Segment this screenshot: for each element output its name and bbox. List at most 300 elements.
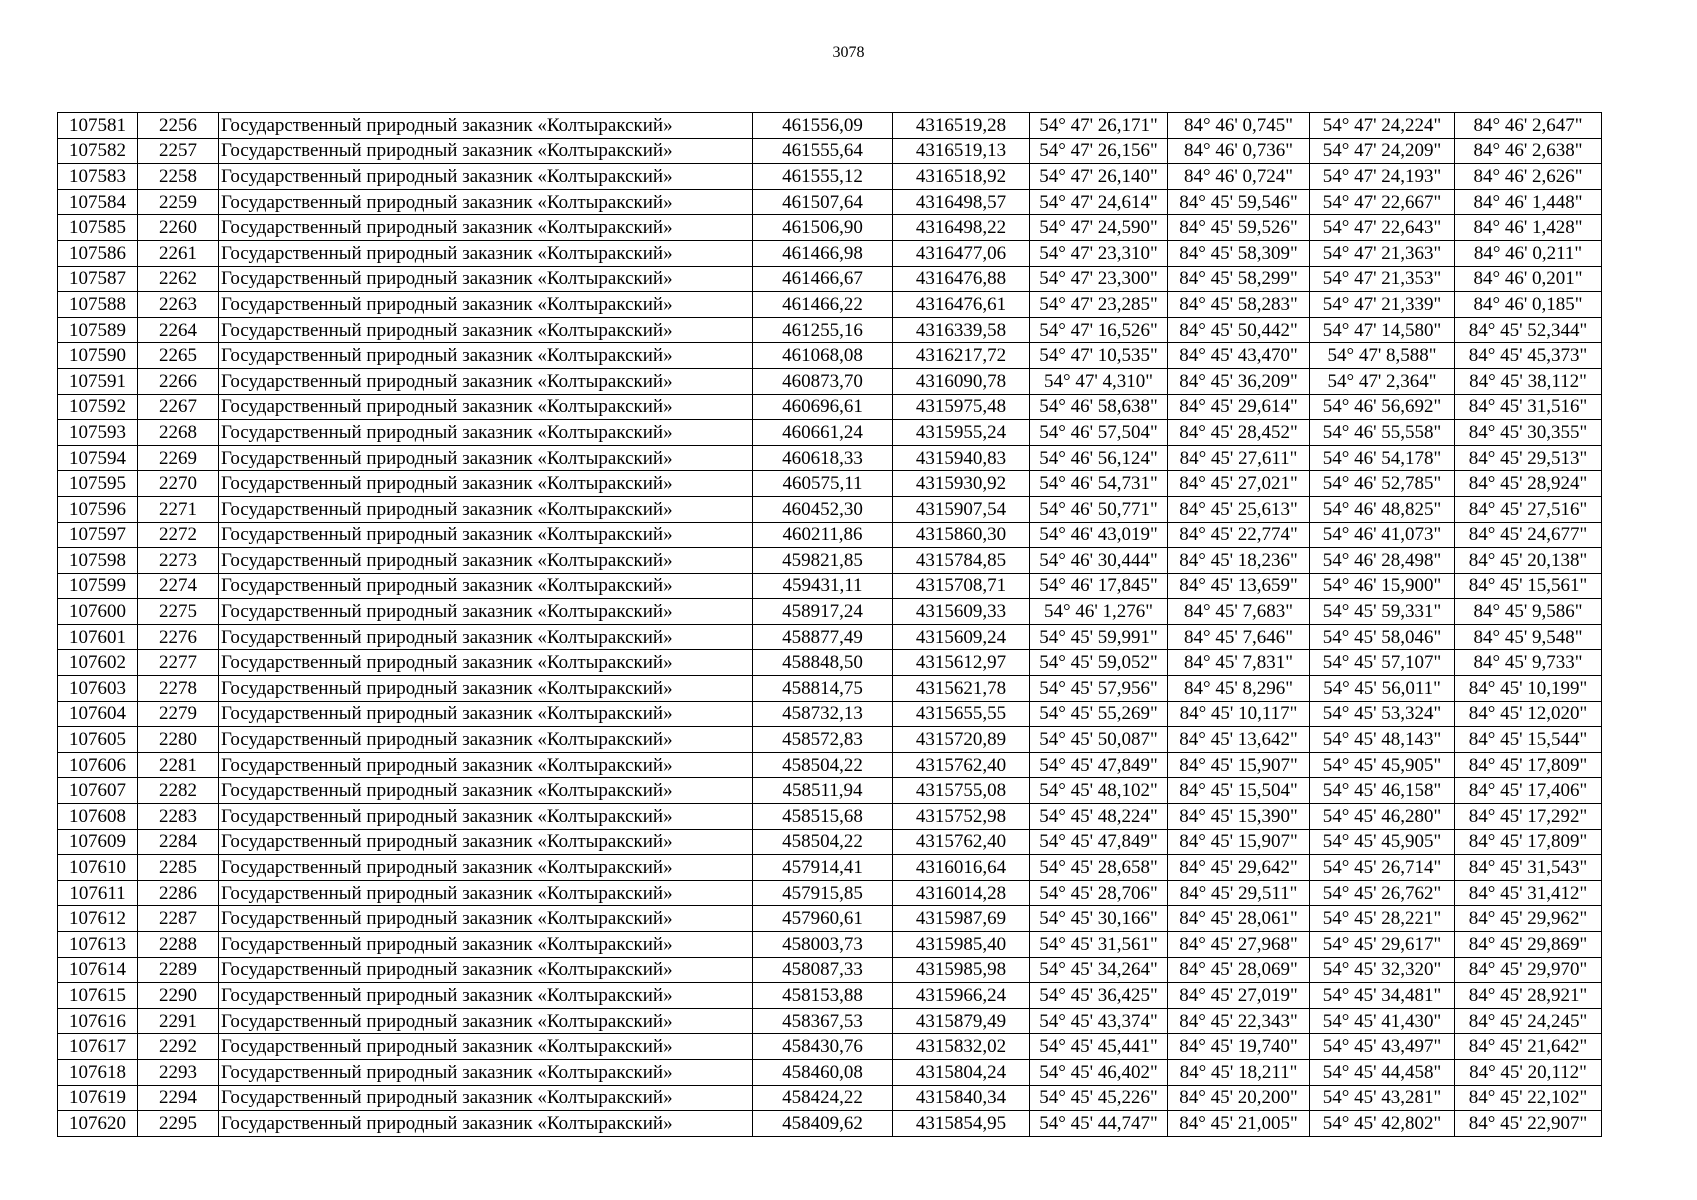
table-row [58, 471, 1602, 497]
latitude-1-cell: 54° 45' 45,226" [1030, 1085, 1168, 1111]
record-id-cell: 107615 [58, 983, 138, 1009]
table-row [58, 1034, 1602, 1060]
longitude-1-cell: 84° 45' 29,511" [1168, 880, 1310, 906]
record-id-cell: 107598 [58, 548, 138, 574]
longitude-1-cell: 84° 45' 58,283" [1168, 292, 1310, 318]
object-name-cell: Государственный природный заказник «Колтыракский» [219, 932, 753, 958]
record-id-cell: 107608 [58, 804, 138, 830]
longitude-2-cell: 84° 45' 38,112" [1455, 368, 1602, 394]
page-number: 3078 [832, 44, 865, 61]
latitude-2-cell: 54° 47' 8,588" [1310, 343, 1455, 369]
object-name-cell: Государственный природный заказник «Колтыракский» [219, 420, 753, 446]
y-coordinate-cell: 4316498,22 [893, 215, 1030, 241]
point-number-cell: 2277 [138, 650, 219, 676]
record-id-cell: 107587 [58, 266, 138, 292]
point-number-cell: 2294 [138, 1085, 219, 1111]
y-coordinate-cell: 4316518,92 [893, 164, 1030, 190]
longitude-2-cell: 84° 45' 29,513" [1455, 445, 1602, 471]
object-name-cell: Государственный природный заказник «Колтыракский» [219, 1059, 753, 1085]
table-row [58, 266, 1602, 292]
latitude-2-cell: 54° 47' 22,643" [1310, 215, 1455, 241]
latitude-1-cell: 54° 45' 28,706" [1030, 880, 1168, 906]
table-row [58, 880, 1602, 906]
y-coordinate-cell: 4315762,40 [893, 752, 1030, 778]
longitude-1-cell: 84° 45' 43,470" [1168, 343, 1310, 369]
y-coordinate-cell: 4315832,02 [893, 1034, 1030, 1060]
longitude-2-cell: 84° 45' 20,138" [1455, 548, 1602, 574]
table-body [58, 113, 1602, 1137]
latitude-2-cell: 54° 45' 46,280" [1310, 804, 1455, 830]
record-id-cell: 107603 [58, 676, 138, 702]
y-coordinate-cell: 4315784,85 [893, 548, 1030, 574]
y-coordinate-cell: 4315752,98 [893, 804, 1030, 830]
y-coordinate-cell: 4315975,48 [893, 394, 1030, 420]
x-coordinate-cell: 458153,88 [753, 983, 893, 1009]
longitude-2-cell: 84° 45' 17,809" [1455, 829, 1602, 855]
latitude-1-cell: 54° 47' 4,310" [1030, 368, 1168, 394]
point-number-cell: 2257 [138, 138, 219, 164]
x-coordinate-cell: 458504,22 [753, 829, 893, 855]
object-name-cell: Государственный природный заказник «Колтыракский» [219, 727, 753, 753]
object-name-cell: Государственный природный заказник «Колтыракский» [219, 983, 753, 1009]
latitude-1-cell: 54° 45' 28,658" [1030, 855, 1168, 881]
x-coordinate-cell: 458460,08 [753, 1059, 893, 1085]
record-id-cell: 107618 [58, 1059, 138, 1085]
longitude-2-cell: 84° 45' 29,970" [1455, 957, 1602, 983]
latitude-1-cell: 54° 46' 50,771" [1030, 496, 1168, 522]
y-coordinate-cell: 4315609,24 [893, 624, 1030, 650]
latitude-1-cell: 54° 47' 23,310" [1030, 240, 1168, 266]
y-coordinate-cell: 4315955,24 [893, 420, 1030, 446]
longitude-2-cell: 84° 45' 9,586" [1455, 599, 1602, 625]
latitude-1-cell: 54° 47' 26,171" [1030, 113, 1168, 139]
latitude-1-cell: 54° 45' 46,402" [1030, 1059, 1168, 1085]
x-coordinate-cell: 461068,08 [753, 343, 893, 369]
y-coordinate-cell: 4315804,24 [893, 1059, 1030, 1085]
y-coordinate-cell: 4315985,40 [893, 932, 1030, 958]
object-name-cell: Государственный природный заказник «Колтыракский» [219, 676, 753, 702]
longitude-1-cell: 84° 45' 13,659" [1168, 573, 1310, 599]
point-number-cell: 2292 [138, 1034, 219, 1060]
latitude-1-cell: 54° 46' 56,124" [1030, 445, 1168, 471]
record-id-cell: 107593 [58, 420, 138, 446]
object-name-cell: Государственный природный заказник «Колтыракский» [219, 445, 753, 471]
point-number-cell: 2283 [138, 804, 219, 830]
point-number-cell: 2280 [138, 727, 219, 753]
table-row [58, 368, 1602, 394]
latitude-2-cell: 54° 45' 45,905" [1310, 752, 1455, 778]
latitude-2-cell: 54° 46' 28,498" [1310, 548, 1455, 574]
latitude-2-cell: 54° 45' 46,158" [1310, 778, 1455, 804]
latitude-2-cell: 54° 46' 41,073" [1310, 522, 1455, 548]
latitude-2-cell: 54° 47' 21,353" [1310, 266, 1455, 292]
longitude-2-cell: 84° 46' 0,201" [1455, 266, 1602, 292]
y-coordinate-cell: 4315940,83 [893, 445, 1030, 471]
latitude-1-cell: 54° 47' 26,156" [1030, 138, 1168, 164]
longitude-1-cell: 84° 45' 13,642" [1168, 727, 1310, 753]
longitude-1-cell: 84° 45' 58,309" [1168, 240, 1310, 266]
longitude-2-cell: 84° 45' 30,355" [1455, 420, 1602, 446]
record-id-cell: 107591 [58, 368, 138, 394]
latitude-1-cell: 54° 45' 59,991" [1030, 624, 1168, 650]
table-row [58, 983, 1602, 1009]
latitude-2-cell: 54° 45' 26,762" [1310, 880, 1455, 906]
record-id-cell: 107619 [58, 1085, 138, 1111]
longitude-2-cell: 84° 45' 24,245" [1455, 1008, 1602, 1034]
table-row [58, 548, 1602, 574]
object-name-cell: Государственный природный заказник «Колтыракский» [219, 1034, 753, 1060]
x-coordinate-cell: 457915,85 [753, 880, 893, 906]
latitude-1-cell: 54° 47' 16,526" [1030, 317, 1168, 343]
table-row [58, 240, 1602, 266]
y-coordinate-cell: 4315609,33 [893, 599, 1030, 625]
table-row [58, 624, 1602, 650]
point-number-cell: 2269 [138, 445, 219, 471]
latitude-2-cell: 54° 47' 21,363" [1310, 240, 1455, 266]
record-id-cell: 107617 [58, 1034, 138, 1060]
table-row [58, 701, 1602, 727]
longitude-1-cell: 84° 45' 7,646" [1168, 624, 1310, 650]
y-coordinate-cell: 4316477,06 [893, 240, 1030, 266]
x-coordinate-cell: 458572,83 [753, 727, 893, 753]
latitude-2-cell: 54° 47' 24,193" [1310, 164, 1455, 190]
x-coordinate-cell: 461555,12 [753, 164, 893, 190]
x-coordinate-cell: 460211,86 [753, 522, 893, 548]
y-coordinate-cell: 4316519,28 [893, 113, 1030, 139]
y-coordinate-cell: 4315860,30 [893, 522, 1030, 548]
point-number-cell: 2281 [138, 752, 219, 778]
record-id-cell: 107606 [58, 752, 138, 778]
longitude-2-cell: 84° 46' 0,211" [1455, 240, 1602, 266]
object-name-cell: Государственный природный заказник «Колтыракский» [219, 752, 753, 778]
y-coordinate-cell: 4316339,58 [893, 317, 1030, 343]
latitude-1-cell: 54° 47' 24,590" [1030, 215, 1168, 241]
object-name-cell: Государственный природный заказник «Колтыракский» [219, 880, 753, 906]
object-name-cell: Государственный природный заказник «Колтыракский» [219, 240, 753, 266]
longitude-2-cell: 84° 45' 28,921" [1455, 983, 1602, 1009]
x-coordinate-cell: 458515,68 [753, 804, 893, 830]
longitude-2-cell: 84° 45' 15,544" [1455, 727, 1602, 753]
table-row [58, 1111, 1602, 1137]
y-coordinate-cell: 4315840,34 [893, 1085, 1030, 1111]
latitude-2-cell: 54° 45' 43,497" [1310, 1034, 1455, 1060]
y-coordinate-cell: 4316090,78 [893, 368, 1030, 394]
latitude-1-cell: 54° 45' 30,166" [1030, 906, 1168, 932]
longitude-2-cell: 84° 45' 24,677" [1455, 522, 1602, 548]
record-id-cell: 107610 [58, 855, 138, 881]
object-name-cell: Государственный природный заказник «Колтыракский» [219, 343, 753, 369]
point-number-cell: 2282 [138, 778, 219, 804]
latitude-1-cell: 54° 46' 17,845" [1030, 573, 1168, 599]
longitude-1-cell: 84° 46' 0,724" [1168, 164, 1310, 190]
table-row [58, 650, 1602, 676]
table-row [58, 727, 1602, 753]
longitude-2-cell: 84° 45' 15,561" [1455, 573, 1602, 599]
table-row [58, 522, 1602, 548]
latitude-1-cell: 54° 45' 47,849" [1030, 829, 1168, 855]
latitude-2-cell: 54° 45' 45,905" [1310, 829, 1455, 855]
y-coordinate-cell: 4315907,54 [893, 496, 1030, 522]
table-row [58, 932, 1602, 958]
record-id-cell: 107605 [58, 727, 138, 753]
x-coordinate-cell: 460873,70 [753, 368, 893, 394]
point-number-cell: 2266 [138, 368, 219, 394]
longitude-2-cell: 84° 45' 22,102" [1455, 1085, 1602, 1111]
table-row [58, 957, 1602, 983]
point-number-cell: 2279 [138, 701, 219, 727]
point-number-cell: 2261 [138, 240, 219, 266]
latitude-1-cell: 54° 45' 44,747" [1030, 1111, 1168, 1137]
table-row [58, 445, 1602, 471]
longitude-2-cell: 84° 46' 2,647" [1455, 113, 1602, 139]
point-number-cell: 2278 [138, 676, 219, 702]
x-coordinate-cell: 458367,53 [753, 1008, 893, 1034]
longitude-1-cell: 84° 45' 18,236" [1168, 548, 1310, 574]
y-coordinate-cell: 4315987,69 [893, 906, 1030, 932]
latitude-2-cell: 54° 47' 24,224" [1310, 113, 1455, 139]
point-number-cell: 2289 [138, 957, 219, 983]
table-row [58, 164, 1602, 190]
record-id-cell: 107614 [58, 957, 138, 983]
latitude-2-cell: 54° 45' 34,481" [1310, 983, 1455, 1009]
latitude-2-cell: 54° 45' 56,011" [1310, 676, 1455, 702]
record-id-cell: 107584 [58, 189, 138, 215]
longitude-1-cell: 84° 45' 20,200" [1168, 1085, 1310, 1111]
longitude-1-cell: 84° 45' 27,611" [1168, 445, 1310, 471]
x-coordinate-cell: 461555,64 [753, 138, 893, 164]
object-name-cell: Государственный природный заказник «Колтыракский» [219, 599, 753, 625]
latitude-2-cell: 54° 45' 44,458" [1310, 1059, 1455, 1085]
y-coordinate-cell: 4315879,49 [893, 1008, 1030, 1034]
longitude-2-cell: 84° 46' 0,185" [1455, 292, 1602, 318]
latitude-2-cell: 54° 45' 41,430" [1310, 1008, 1455, 1034]
longitude-2-cell: 84° 45' 29,962" [1455, 906, 1602, 932]
object-name-cell: Государственный природный заказник «Колтыракский» [219, 650, 753, 676]
object-name-cell: Государственный природный заказник «Колтыракский» [219, 1008, 753, 1034]
table-row [58, 113, 1602, 139]
object-name-cell: Государственный природный заказник «Колтыракский» [219, 522, 753, 548]
object-name-cell: Государственный природный заказник «Колтыракский» [219, 855, 753, 881]
x-coordinate-cell: 461507,64 [753, 189, 893, 215]
longitude-1-cell: 84° 45' 28,061" [1168, 906, 1310, 932]
table-row [58, 804, 1602, 830]
table-row [58, 573, 1602, 599]
record-id-cell: 107601 [58, 624, 138, 650]
table-row [58, 829, 1602, 855]
latitude-2-cell: 54° 45' 58,046" [1310, 624, 1455, 650]
x-coordinate-cell: 458424,22 [753, 1085, 893, 1111]
longitude-2-cell: 84° 46' 2,638" [1455, 138, 1602, 164]
object-name-cell: Государственный природный заказник «Колтыракский» [219, 906, 753, 932]
longitude-1-cell: 84° 45' 10,117" [1168, 701, 1310, 727]
longitude-2-cell: 84° 45' 28,924" [1455, 471, 1602, 497]
object-name-cell: Государственный природный заказник «Колтыракский» [219, 292, 753, 318]
x-coordinate-cell: 458511,94 [753, 778, 893, 804]
record-id-cell: 107607 [58, 778, 138, 804]
latitude-2-cell: 54° 46' 52,785" [1310, 471, 1455, 497]
point-number-cell: 2271 [138, 496, 219, 522]
record-id-cell: 107589 [58, 317, 138, 343]
record-id-cell: 107595 [58, 471, 138, 497]
point-number-cell: 2286 [138, 880, 219, 906]
y-coordinate-cell: 4315655,55 [893, 701, 1030, 727]
table-row [58, 292, 1602, 318]
longitude-2-cell: 84° 45' 17,809" [1455, 752, 1602, 778]
latitude-2-cell: 54° 47' 14,580" [1310, 317, 1455, 343]
table-row [58, 1008, 1602, 1034]
longitude-1-cell: 84° 45' 29,642" [1168, 855, 1310, 881]
longitude-1-cell: 84° 45' 7,683" [1168, 599, 1310, 625]
longitude-2-cell: 84° 46' 1,428" [1455, 215, 1602, 241]
x-coordinate-cell: 461466,98 [753, 240, 893, 266]
longitude-2-cell: 84° 45' 31,543" [1455, 855, 1602, 881]
latitude-1-cell: 54° 45' 50,087" [1030, 727, 1168, 753]
longitude-2-cell: 84° 45' 17,406" [1455, 778, 1602, 804]
longitude-1-cell: 84° 45' 27,968" [1168, 932, 1310, 958]
record-id-cell: 107613 [58, 932, 138, 958]
longitude-2-cell: 84° 46' 2,626" [1455, 164, 1602, 190]
longitude-1-cell: 84° 45' 59,546" [1168, 189, 1310, 215]
table-row [58, 138, 1602, 164]
y-coordinate-cell: 4315755,08 [893, 778, 1030, 804]
x-coordinate-cell: 458848,50 [753, 650, 893, 676]
x-coordinate-cell: 459821,85 [753, 548, 893, 574]
record-id-cell: 107604 [58, 701, 138, 727]
record-id-cell: 107594 [58, 445, 138, 471]
latitude-2-cell: 54° 47' 24,209" [1310, 138, 1455, 164]
y-coordinate-cell: 4316016,64 [893, 855, 1030, 881]
object-name-cell: Государственный природный заказник «Колтыракский» [219, 215, 753, 241]
longitude-1-cell: 84° 45' 58,299" [1168, 266, 1310, 292]
x-coordinate-cell: 458087,33 [753, 957, 893, 983]
latitude-2-cell: 54° 46' 15,900" [1310, 573, 1455, 599]
y-coordinate-cell: 4315762,40 [893, 829, 1030, 855]
latitude-1-cell: 54° 45' 34,264" [1030, 957, 1168, 983]
x-coordinate-cell: 460661,24 [753, 420, 893, 446]
object-name-cell: Государственный природный заказник «Колтыракский» [219, 266, 753, 292]
latitude-1-cell: 54° 45' 36,425" [1030, 983, 1168, 1009]
latitude-2-cell: 54° 45' 26,714" [1310, 855, 1455, 881]
object-name-cell: Государственный природный заказник «Колтыракский» [219, 317, 753, 343]
longitude-1-cell: 84° 45' 7,831" [1168, 650, 1310, 676]
x-coordinate-cell: 460618,33 [753, 445, 893, 471]
record-id-cell: 107611 [58, 880, 138, 906]
longitude-2-cell: 84° 45' 9,733" [1455, 650, 1602, 676]
point-number-cell: 2285 [138, 855, 219, 881]
object-name-cell: Государственный природный заказник «Колтыракский» [219, 957, 753, 983]
longitude-1-cell: 84° 45' 8,296" [1168, 676, 1310, 702]
record-id-cell: 107590 [58, 343, 138, 369]
record-id-cell: 107592 [58, 394, 138, 420]
longitude-1-cell: 84° 45' 15,907" [1168, 752, 1310, 778]
y-coordinate-cell: 4315930,92 [893, 471, 1030, 497]
x-coordinate-cell: 460452,30 [753, 496, 893, 522]
longitude-2-cell: 84° 45' 20,112" [1455, 1059, 1602, 1085]
latitude-2-cell: 54° 45' 48,143" [1310, 727, 1455, 753]
table-row [58, 189, 1602, 215]
record-id-cell: 107583 [58, 164, 138, 190]
point-number-cell: 2295 [138, 1111, 219, 1137]
latitude-1-cell: 54° 45' 55,269" [1030, 701, 1168, 727]
object-name-cell: Государственный природный заказник «Колтыракский» [219, 624, 753, 650]
record-id-cell: 107616 [58, 1008, 138, 1034]
point-number-cell: 2287 [138, 906, 219, 932]
object-name-cell: Государственный природный заказник «Колтыракский» [219, 394, 753, 420]
latitude-1-cell: 54° 45' 57,956" [1030, 676, 1168, 702]
longitude-1-cell: 84° 45' 59,526" [1168, 215, 1310, 241]
latitude-1-cell: 54° 46' 58,638" [1030, 394, 1168, 420]
x-coordinate-cell: 458917,24 [753, 599, 893, 625]
y-coordinate-cell: 4315966,24 [893, 983, 1030, 1009]
point-number-cell: 2263 [138, 292, 219, 318]
longitude-1-cell: 84° 45' 27,019" [1168, 983, 1310, 1009]
point-number-cell: 2276 [138, 624, 219, 650]
latitude-2-cell: 54° 45' 57,107" [1310, 650, 1455, 676]
table-row [58, 599, 1602, 625]
record-id-cell: 107581 [58, 113, 138, 139]
longitude-2-cell: 84° 45' 29,869" [1455, 932, 1602, 958]
longitude-1-cell: 84° 45' 28,452" [1168, 420, 1310, 446]
latitude-1-cell: 54° 46' 54,731" [1030, 471, 1168, 497]
x-coordinate-cell: 458430,76 [753, 1034, 893, 1060]
longitude-1-cell: 84° 45' 19,740" [1168, 1034, 1310, 1060]
longitude-2-cell: 84° 45' 17,292" [1455, 804, 1602, 830]
latitude-1-cell: 54° 45' 48,102" [1030, 778, 1168, 804]
x-coordinate-cell: 457914,41 [753, 855, 893, 881]
x-coordinate-cell: 460575,11 [753, 471, 893, 497]
longitude-2-cell: 84° 45' 10,199" [1455, 676, 1602, 702]
x-coordinate-cell: 457960,61 [753, 906, 893, 932]
point-number-cell: 2284 [138, 829, 219, 855]
point-number-cell: 2256 [138, 113, 219, 139]
point-number-cell: 2265 [138, 343, 219, 369]
object-name-cell: Государственный природный заказник «Колтыракский» [219, 1085, 753, 1111]
latitude-1-cell: 54° 46' 1,276" [1030, 599, 1168, 625]
point-number-cell: 2259 [138, 189, 219, 215]
point-number-cell: 2264 [138, 317, 219, 343]
object-name-cell: Государственный природный заказник «Колтыракский» [219, 573, 753, 599]
point-number-cell: 2267 [138, 394, 219, 420]
longitude-2-cell: 84° 45' 9,548" [1455, 624, 1602, 650]
longitude-2-cell: 84° 45' 45,373" [1455, 343, 1602, 369]
record-id-cell: 107602 [58, 650, 138, 676]
point-number-cell: 2274 [138, 573, 219, 599]
x-coordinate-cell: 458003,73 [753, 932, 893, 958]
latitude-2-cell: 54° 45' 28,221" [1310, 906, 1455, 932]
latitude-1-cell: 54° 47' 23,300" [1030, 266, 1168, 292]
point-number-cell: 2268 [138, 420, 219, 446]
object-name-cell: Государственный природный заказник «Колтыракский» [219, 189, 753, 215]
table-row [58, 215, 1602, 241]
table-row [58, 496, 1602, 522]
latitude-1-cell: 54° 45' 31,561" [1030, 932, 1168, 958]
y-coordinate-cell: 4316014,28 [893, 880, 1030, 906]
latitude-2-cell: 54° 46' 48,825" [1310, 496, 1455, 522]
latitude-1-cell: 54° 45' 47,849" [1030, 752, 1168, 778]
object-name-cell: Государственный природный заказник «Колтыракский» [219, 164, 753, 190]
y-coordinate-cell: 4316476,61 [893, 292, 1030, 318]
record-id-cell: 107596 [58, 496, 138, 522]
latitude-1-cell: 54° 45' 48,224" [1030, 804, 1168, 830]
longitude-1-cell: 84° 45' 15,907" [1168, 829, 1310, 855]
table-row [58, 906, 1602, 932]
y-coordinate-cell: 4315720,89 [893, 727, 1030, 753]
point-number-cell: 2272 [138, 522, 219, 548]
record-id-cell: 107597 [58, 522, 138, 548]
longitude-1-cell: 84° 45' 27,021" [1168, 471, 1310, 497]
x-coordinate-cell: 461506,90 [753, 215, 893, 241]
longitude-1-cell: 84° 45' 29,614" [1168, 394, 1310, 420]
